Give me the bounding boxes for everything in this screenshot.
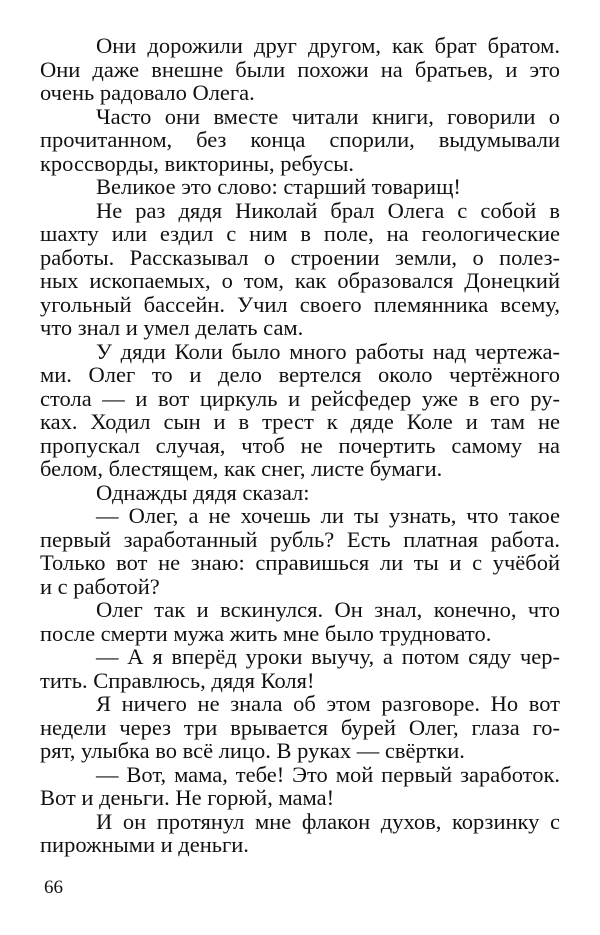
text-line: угольный бассейн. Учил своего племянника всему, <box>40 291 560 317</box>
text-line: Не раз дядя Николай брал Олега с собой в <box>96 197 560 223</box>
text-line: Вот и деньги. Не горюй, мама! <box>40 785 335 810</box>
text-line: Только вот не знаю: справишься ли ты и с учёбой <box>40 550 560 575</box>
text-line: работы. Рассказывал о строении земли, о полез- <box>40 244 560 270</box>
text-line: — Олег, а не хочешь ли ты узнать, что такое <box>96 503 560 528</box>
text-line: рят, улыбка во всё лицо. В руках — свёртки. <box>40 738 465 763</box>
text-line: ках. Ходил сын и в трест к дяде Коле и там не <box>40 409 560 434</box>
text-line: недели через три врывается бурей Олег, глаза го- <box>40 714 560 740</box>
text-line: Олег так и вскинулся. Он знал, конечно, что <box>96 597 560 622</box>
text-line: — А я вперёд уроки выучу, а потом сяду чер- <box>96 644 560 669</box>
text-line: очень радовало Олега. <box>40 80 255 105</box>
text-line: Я ничего не знала об этом разговоре. Но вот <box>96 691 560 716</box>
text-line: Однажды дядя сказал: <box>96 479 310 505</box>
text-line: пирожными и деньги. <box>40 832 249 857</box>
text-line: стола — и вот циркуль и рейсфедер уже в его ру- <box>40 385 560 411</box>
text-line: шахту или ездил с ним в поле, на геологические <box>40 221 560 246</box>
text-line: белом, блестящем, как снег, листе бумаги. <box>40 456 443 481</box>
text-line: что знал и умел делать сам. <box>40 315 304 340</box>
page-number: 66 <box>44 877 63 898</box>
text-line: после смерти мужа жить мне было трудновато. <box>40 620 492 646</box>
text-line: Они дорожили друг другом, как брат братом. <box>96 33 560 58</box>
text-line: первый заработанный рубль? Есть платная работа. <box>40 526 560 552</box>
text-line: Они даже внешне были похожи на братьев, и это <box>40 56 560 82</box>
text-line: пропускал случая, чтоб не почертить самому на <box>40 432 560 458</box>
text-line: прочитанном, без конца спорили, выдумывали <box>40 127 560 152</box>
text-line: и с работой? <box>40 573 160 599</box>
text-line: И он протянул мне флакон духов, корзинку с <box>96 808 560 834</box>
text-line: — Вот, мама, тебе! Это мой первый заработок. <box>96 761 560 787</box>
body-text <box>40 34 560 857</box>
text-line: ных ископаемых, о том, как образовался Донецкий <box>40 268 560 293</box>
text-line: Великое это слово: старший товарищ! <box>96 174 461 199</box>
text-line: кроссворды, викторины, ребусы. <box>40 150 355 176</box>
text-line: Часто они вместе читали книги, говорили о <box>96 103 560 129</box>
text-line: ми. Олег то и дело вертелся около чертёжного <box>40 362 560 387</box>
text-line: У дяди Коли было много работы над чертежа- <box>96 338 560 364</box>
text-line: тить. Справлюсь, дядя Коля! <box>40 667 315 693</box>
